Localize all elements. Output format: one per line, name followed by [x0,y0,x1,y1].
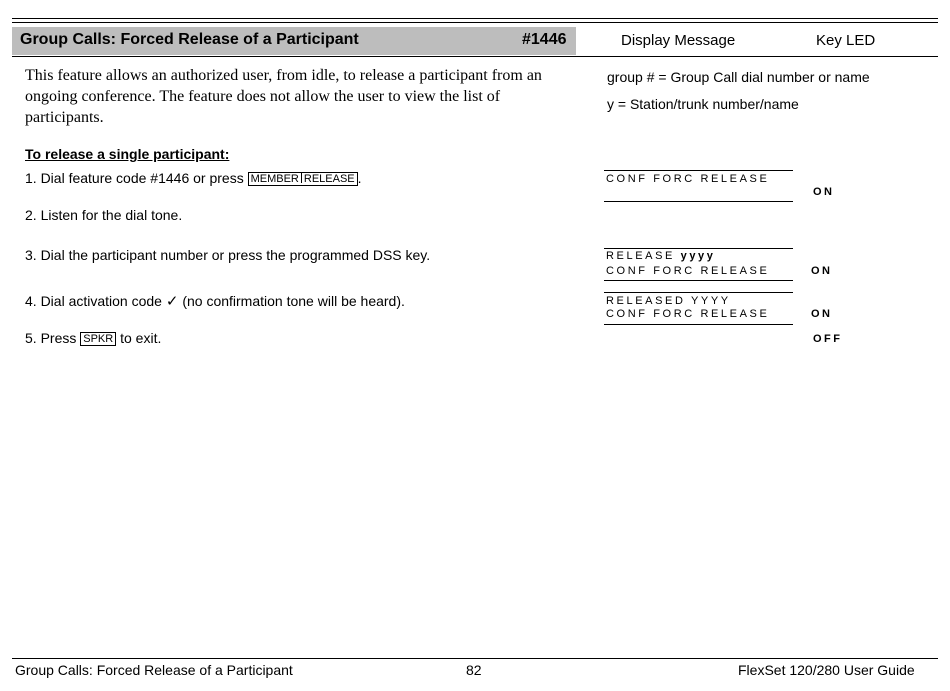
footer-section-title: Group Calls: Forced Release of a Participant [15,662,293,678]
step-1-text: 1. Dial feature code #1446 or press [25,170,244,186]
top-rule [12,18,938,19]
step-4 [25,292,405,310]
display-step-1: CONF FORC RELEASE [606,173,770,185]
member-release-key [248,172,358,186]
display-line [604,248,793,249]
legend-y: y = Station/trunk number/name [607,96,799,112]
checkmark-icon: ✓ [165,293,179,310]
feature-code: #1446 [522,31,567,48]
header-divider [12,56,938,57]
display-step-3-line-1 [606,250,715,262]
page-number: 82 [466,662,482,678]
member-key-label: MEMBER [250,173,299,185]
display-step-4-line-2: CONF FORC RELEASE [606,308,770,320]
step-1-end: . [357,170,362,186]
led-step-3: ON [811,265,833,277]
led-step-5: OFF [813,333,843,345]
display-release-variable: yyyy [680,250,716,262]
footer-guide-title: FlexSet 120/280 User Guide [738,662,915,678]
display-message-column-heading: Display Message [621,32,736,49]
top-rule-double [12,22,938,23]
led-step-1: ON [813,186,835,198]
step-5-prefix: 5. Press [25,330,77,346]
spkr-key: SPKR [80,332,116,346]
step-1 [25,170,362,186]
display-line [604,280,793,281]
footer-rule [12,658,938,659]
legend-group-number: group # = Group Call dial number or name [607,69,870,85]
page-title: Group Calls: Forced Release of a Participant [20,31,359,48]
step-4-suffix: (no confirmation tone will be heard). [182,293,405,309]
step-5-suffix: to exit. [120,330,162,346]
intro-paragraph: This feature allows an authorized user, from idle, to release a participant from an ongoing conference. The feature does not allow the user to view the list of participants. [25,67,542,126]
display-step-3-line-2: CONF FORC RELEASE [606,265,770,277]
display-release-label: RELEASE [606,250,675,262]
display-line [604,324,793,325]
step-4-prefix: 4. Dial activation code [25,293,162,309]
led-step-4: ON [811,308,833,320]
key-separator [301,173,302,183]
section-heading: To release a single participant: [25,146,230,162]
step-5 [25,330,161,346]
step-3: 3. Dial the participant number or press the programmed DSS key. [25,247,431,263]
display-line [604,170,793,171]
release-key-label: RELEASE [303,173,355,185]
display-line [604,201,793,202]
step-2: 2. Listen for the dial tone. [25,207,183,223]
key-led-column-heading: Key LED [816,32,876,49]
display-line [604,292,793,293]
display-step-4-line-1: RELEASED YYYY [606,295,731,307]
